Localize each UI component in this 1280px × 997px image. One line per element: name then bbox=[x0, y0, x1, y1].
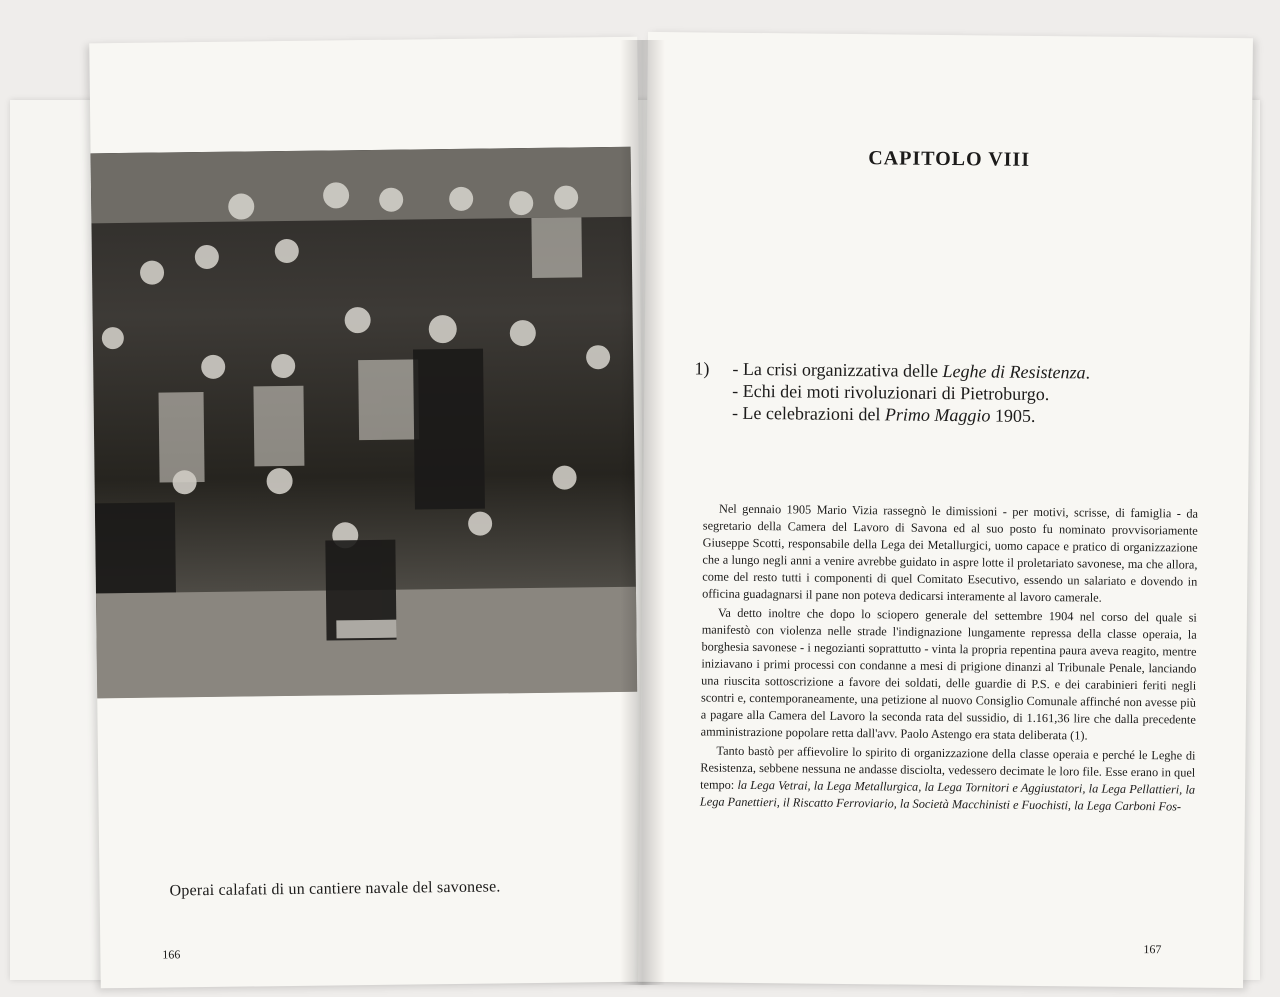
left-page bbox=[89, 37, 649, 989]
right-page bbox=[638, 32, 1253, 988]
historical-group-photo bbox=[91, 147, 638, 699]
body-text bbox=[700, 500, 1198, 817]
paragraph-2: Va detto inoltre che dopo lo sciopero generale del settembre 1904 nel corso del quale si manifestò con violenza nelle strade l'indignazione lungamente repressa della classe operaia, la borghesia savonese - i negozianti soprattutto - vinta la propria repentina paura aveva reagito, mentre iniziavano i primi processi con condanne a mesi di prigione dinanzi al Tribunale Penale, lanciando una riuscita sottoscrizione a favore dei soldati, delle guardie di P.S. e dei carabinieri feriti negli scontri e, contemporaneamente, una petizione al nuovo Consiglio Comunale affinché non avesse più a pagare alla Camera del Lavoro la seconda rata del sussidio, di 1.161,36 lire che dalla precedente amministrazione popolare retta dall'avv. Paolo Astengo era stata deliberata (1). bbox=[700, 605, 1197, 743]
summary-line-2: - Echi dei moti rivoluzionari di Pietroburgo. bbox=[732, 380, 1050, 405]
photo-caption: Operai calafati di un cantiere navale del savonese. bbox=[169, 878, 501, 900]
summary-line-1: - La crisi organizzativa delle Leghe di Resistenza. bbox=[732, 358, 1091, 383]
page-number-right: 167 bbox=[1143, 942, 1162, 957]
summary-line-3: - Le celebrazioni del Primo Maggio 1905. bbox=[731, 402, 1036, 426]
page-number-left: 166 bbox=[162, 947, 181, 962]
chapter-summary bbox=[694, 357, 1090, 427]
summary-number: 1) bbox=[694, 358, 710, 379]
chapter-title: CAPITOLO VIII bbox=[868, 147, 1031, 171]
paragraph-1: Nel gennaio 1905 Mario Vizia rassegnò le dimissioni - per motivi, scrisse, di famiglia - da segretario della Camera del Lavoro di Savona ed al suo posto fu nominato provvisoriamente Giuseppe Scotti, responsabile della Lega dei Metallurgici, uomo capace e pratico di organizzazione che a lungo negli anni a venire avrebbe guidato in aspre lotte il proletariato savonese, ma che allora, come del resto tutti i componenti di quel Comitato Esecutivo, essendo un salariato e dovendo in officina guadagnarsi il pane non poteva dedicarsi interamente al lavoro camerale. bbox=[702, 501, 1199, 605]
paragraph-3: Tanto bastò per affievolire lo spirito di organizzazione della classe operaia e perché le Leghe di Resistenza, sebbene nessuna ne andasse disciolta, vedessero decimate le loro file. Esse erano in quel tempo: la Lega Vetrai, la Lega Metallurgica, la Lega Tornitori e Aggiustatori, la Lega Pellattieri, la Lega Panettieri, il Riscatto Ferroviario, la Società Macchinisti e Fuochisti, la Lega Carboni Fos- bbox=[699, 743, 1196, 814]
